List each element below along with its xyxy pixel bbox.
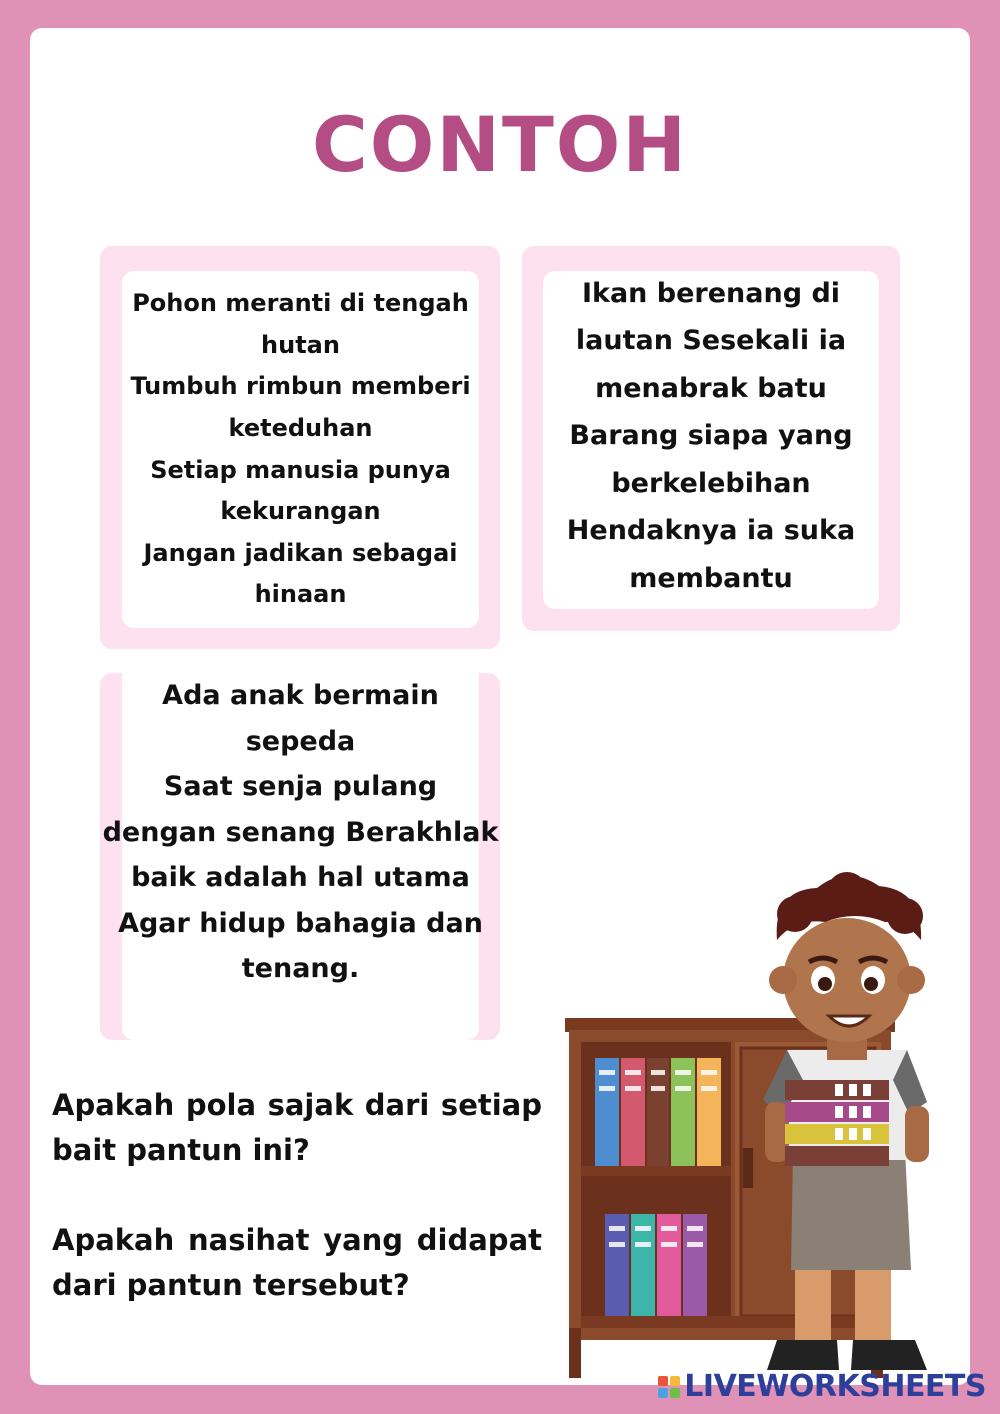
logo-mark-icon xyxy=(658,1376,680,1398)
verse-line: Barang siapa yang xyxy=(569,420,853,452)
verse-line: sepeda xyxy=(245,725,356,757)
pantun-card-3 xyxy=(100,673,500,1040)
verse-line: Saat senja pulang xyxy=(163,771,438,802)
verse-line: Agar hidup bahagia dan xyxy=(118,907,483,939)
question-2: Apakah nasihat yang didapat dari pantun tersebut? xyxy=(52,1223,542,1302)
question-1: Apakah pola sajak dari setiap bait pantun ini? xyxy=(52,1088,542,1167)
verse-line: baik adalah hal utama xyxy=(131,862,470,893)
verse-line: tenang. xyxy=(241,953,360,984)
pantun-text-3 xyxy=(103,673,499,992)
pantun-card-2 xyxy=(522,246,900,631)
verse-line: kekurangan xyxy=(220,497,381,526)
verse-line: lautan Sesekali ia xyxy=(575,325,847,357)
logo-text: LIVEWORKSHEETS xyxy=(684,1369,986,1404)
verse-line: keteduhan xyxy=(228,413,373,442)
verse-line: berkelebihan xyxy=(611,467,811,499)
boy-bookshelf-illustration xyxy=(555,870,975,1390)
verse-line: hinaan xyxy=(254,580,347,609)
verse-line: Setiap manusia punya xyxy=(150,455,451,484)
pantun-text-1 xyxy=(130,283,470,616)
verse-line: Ikan berenang di xyxy=(581,277,841,309)
verse-line: membantu xyxy=(629,562,793,594)
verse-line: hutan xyxy=(261,330,340,359)
page-title: CONTOH xyxy=(311,100,689,189)
pantun-card-1 xyxy=(100,246,500,649)
liveworksheets-logo xyxy=(658,1369,986,1404)
verse-line: menabrak batu xyxy=(595,372,827,404)
verse-line: dengan senang Berakhlak xyxy=(102,816,499,848)
pantun-text-2 xyxy=(567,270,855,603)
verse-line: Pohon meranti di tengah xyxy=(132,289,469,318)
verse-line: Tumbuh rimbun memberi xyxy=(130,372,471,401)
verse-line: Hendaknya ia suka xyxy=(566,515,856,547)
verse-line: Ada anak bermain xyxy=(162,680,439,711)
verse-line: Jangan jadikan sebagai xyxy=(143,538,458,567)
